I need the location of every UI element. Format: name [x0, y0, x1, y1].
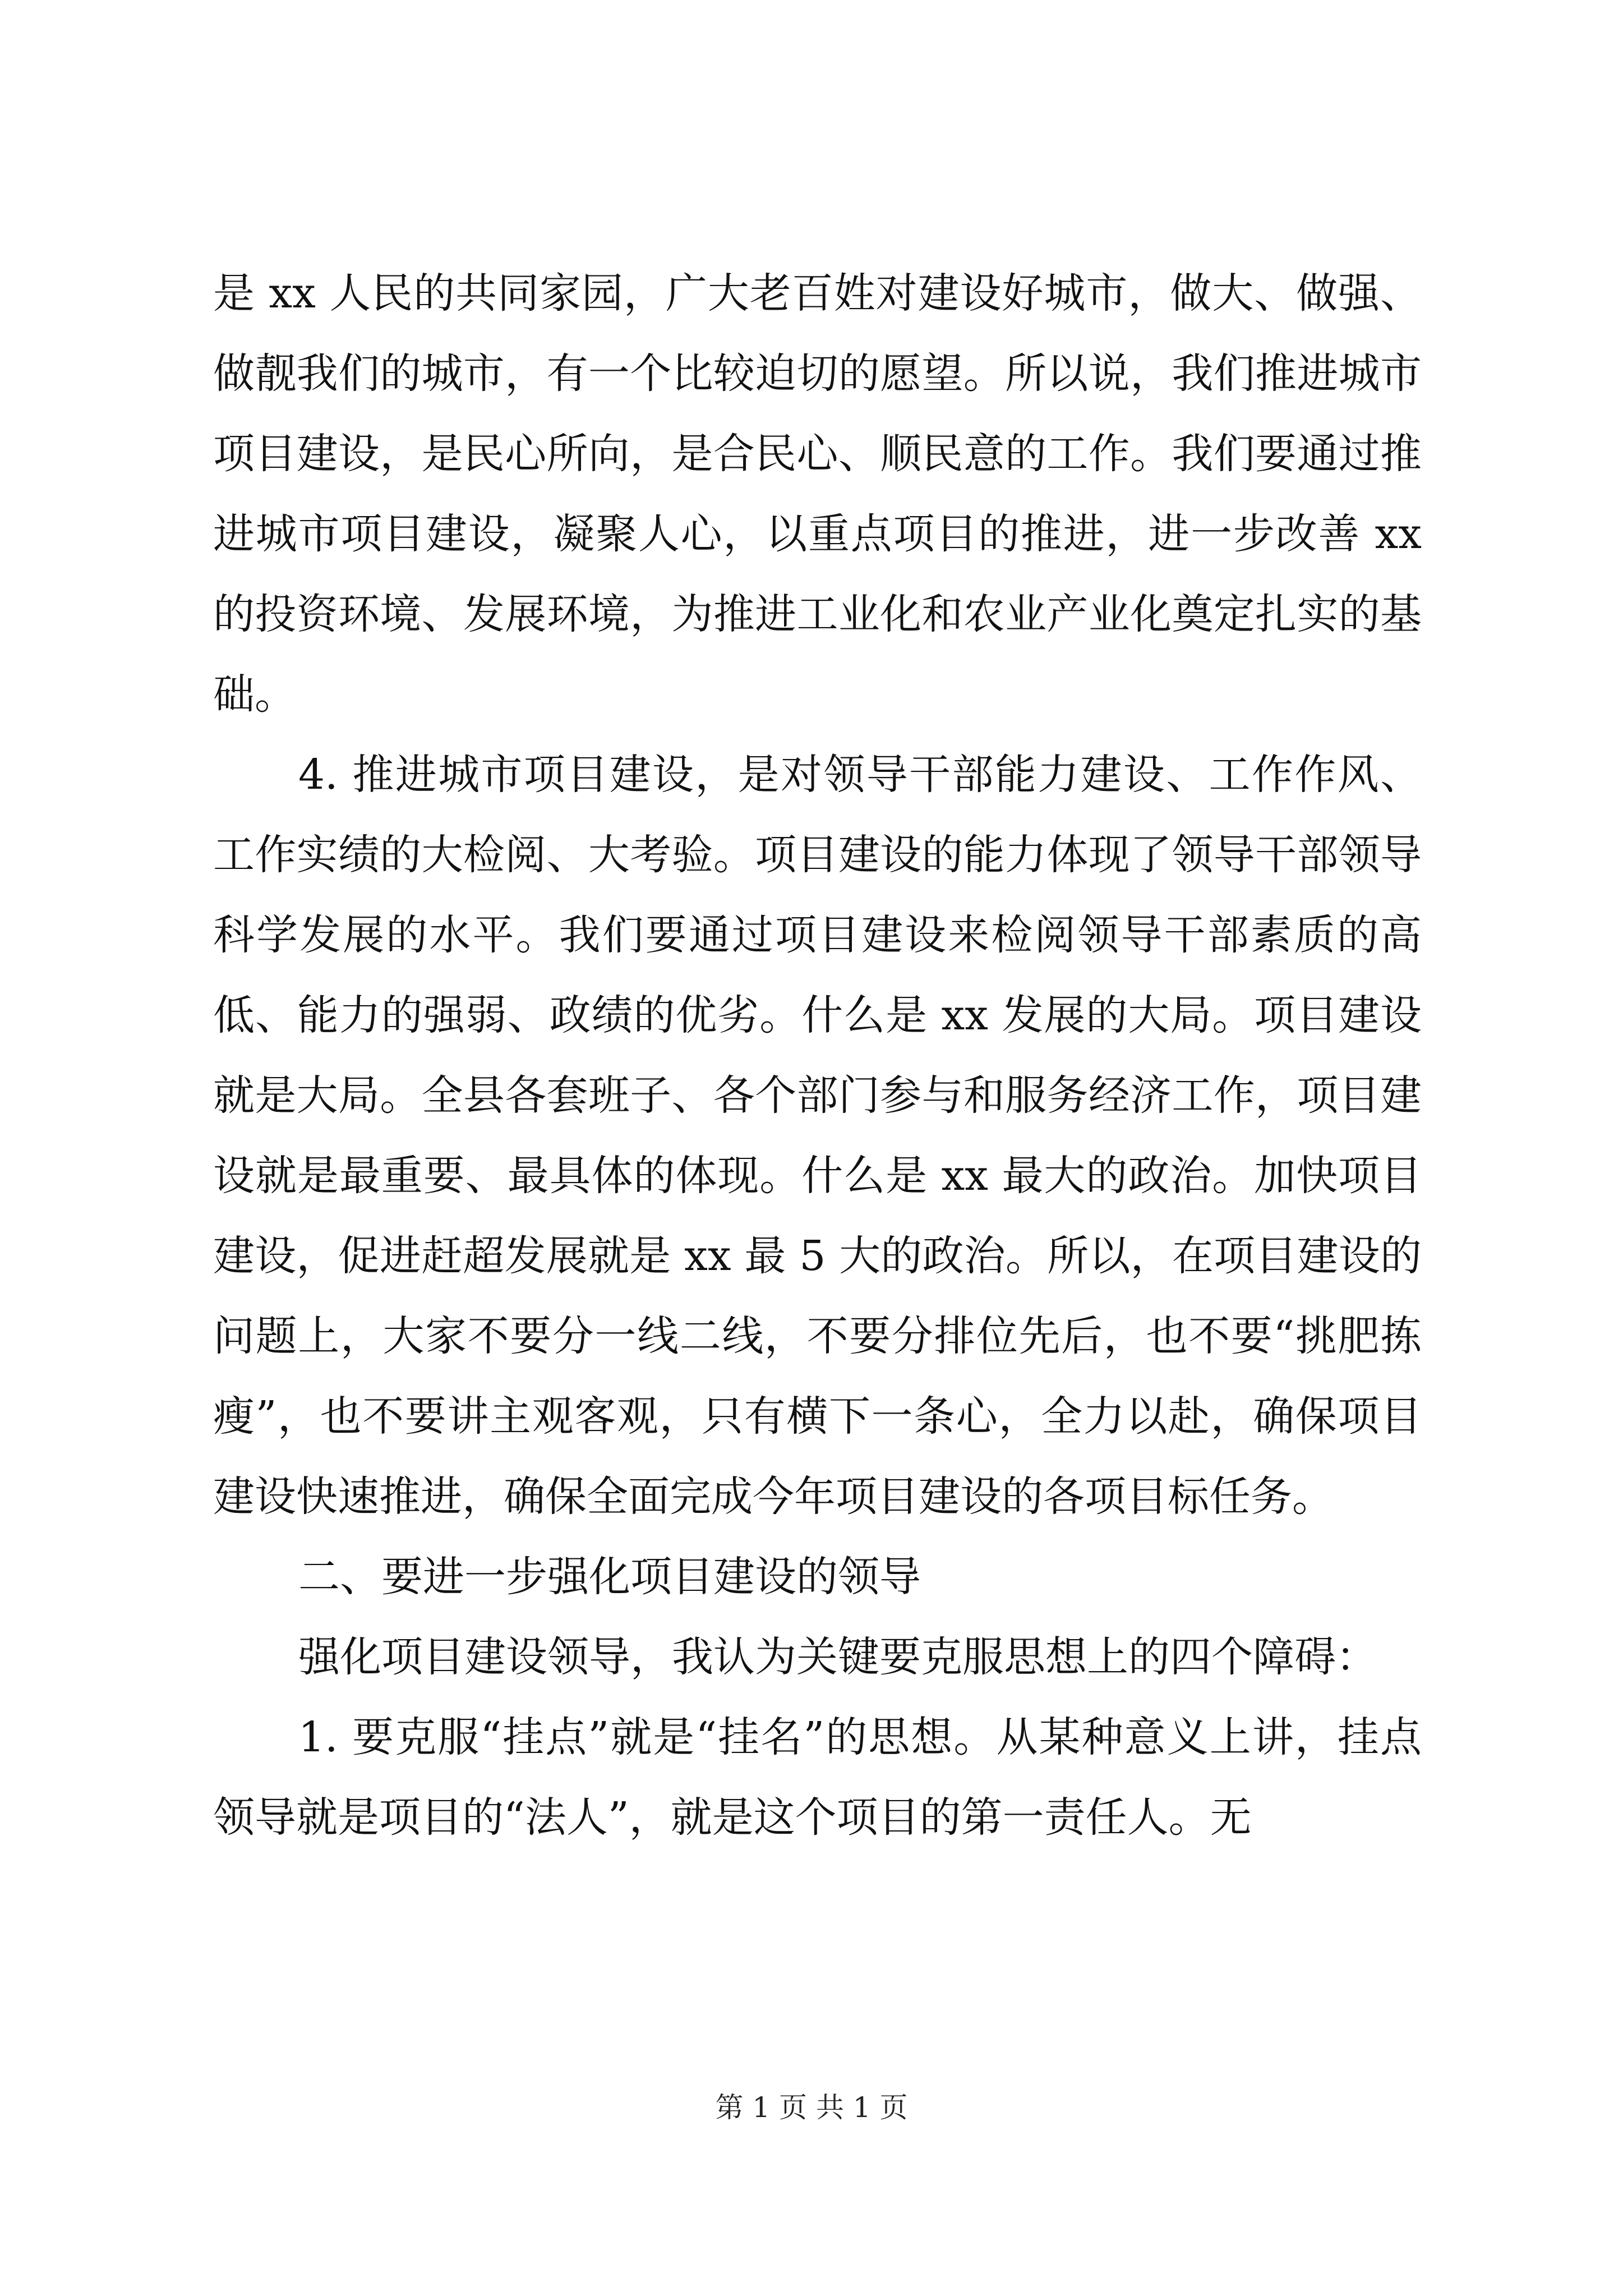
- section-heading-2: 二、要进一步强化项目建设的领导: [298, 1553, 921, 1601]
- paragraph-point-4: 4. 推进城市项目建设，是对领导干部能力建设、工作作风、工作实绩的大检阅、大考验。项目建设的能力体现了领导干部领导科学发展的水平。我们要通过项目建设来检阅领导干部素质的高低、能力的强弱、政绩的优劣。什么是 xx 发展的大局。项目建设就是大局。全县各套班子、各个部门参与和服务经济工作，项目建设就是最重要、最具体的体现。什么是 xx 最大的政治。加快项目建设，促进赶超发展就是 xx 最 5 大的政治。所以，在项目建设的问题上，大家不要分一线二线，不要分排位先后，也不要“挑肥拣瘦”，也不要讲主观客观，只有横下一条心，全力以赴，确保项目建设快速推进，确保全面完成今年项目建设的各项目标任务。: [213, 751, 1422, 1521]
- page-footer: 第 1 页 共 1 页: [715, 2091, 908, 2124]
- document-body: [213, 254, 1422, 1858]
- paragraph-continuation: 是 xx 人民的共同家园，广大老百姓对建设好城市，做大、做强、做靓我们的城市，有一个比较迫切的愿望。所以说，我们推进城市项目建设，是民心所向，是合民心、顺民意的工作。我们要通过推进城市项目建设，凝聚人心，以重点项目的推进，进一步改善 xx 的投资环境、发展环境，为推进工业化和农业产业化奠定扎实的基础。: [213, 269, 1422, 719]
- paragraph-point-1: 1. 要克服“挂点”就是“挂名”的思想。从某种意义上讲，挂点领导就是项目的“法人”，就是这个项目的第一责任人。无: [213, 1713, 1422, 1842]
- paragraph-intro: 强化项目建设领导，我认为关键要克服思想上的四个障碍：: [298, 1633, 1377, 1681]
